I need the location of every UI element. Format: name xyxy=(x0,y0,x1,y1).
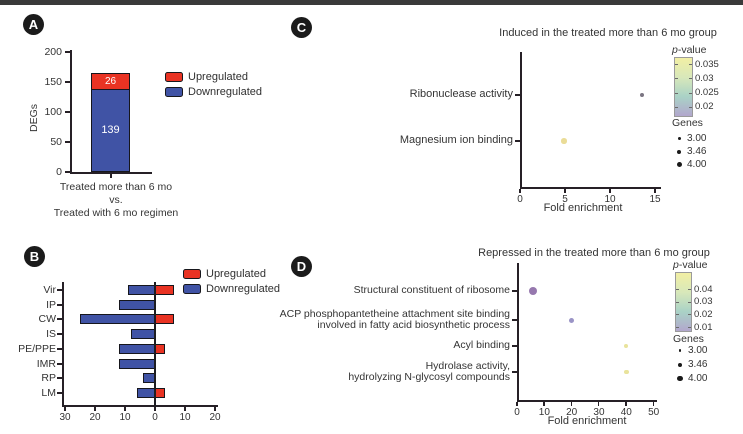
category-tick xyxy=(515,140,520,142)
genes-legend-label: 3.00 xyxy=(687,133,707,144)
legend-item-downregulated xyxy=(183,283,280,295)
category-tick xyxy=(515,94,520,96)
category-label xyxy=(348,361,510,384)
b-x-tick-label: 10 xyxy=(179,412,191,423)
x-tick-label: 10 xyxy=(604,194,616,205)
category-label-line: Acyl binding xyxy=(453,339,510,352)
legend-label: Upregulated xyxy=(206,268,266,280)
a-y-tick-label: 100 xyxy=(44,106,62,118)
b-x-tick xyxy=(154,407,156,411)
category-label-line: Magnesium ion binding xyxy=(399,134,513,147)
b-category-tick xyxy=(57,289,62,291)
a-y-tick-label: 200 xyxy=(44,46,62,58)
pvalue-tick-label: 0.03 xyxy=(695,72,714,84)
b-bar-downregulated xyxy=(80,314,156,324)
genes-legend-dot xyxy=(677,150,681,154)
b-category-label: IS xyxy=(46,328,56,341)
b-category-label: CW xyxy=(38,313,56,326)
genes-legend-dot xyxy=(677,376,683,382)
pvalue-colorbar-tick-right xyxy=(688,302,691,303)
legend-label: Upregulated xyxy=(188,71,248,83)
panel-a-badge: A xyxy=(23,14,44,35)
category-label-line: Structural constituent of ribosome xyxy=(353,284,510,297)
y-axis-line xyxy=(520,52,522,189)
a-y-tick-label: 150 xyxy=(44,76,62,88)
y-axis-line xyxy=(517,263,519,402)
b-category-label: RP xyxy=(41,372,56,385)
panel-d-repressed-dot-plot xyxy=(280,235,743,434)
panel-b-category-bar-chart xyxy=(0,235,280,434)
b-x-tick xyxy=(64,407,66,411)
data-point xyxy=(529,287,537,295)
a-y-axis-title: DEGs xyxy=(28,104,40,133)
c-plot-title: Induced in the treated more than 6 mo group xyxy=(499,27,717,39)
pvalue-colorbar-tick-right xyxy=(689,64,692,65)
x-tick xyxy=(543,402,545,406)
b-x-tick-label: 30 xyxy=(59,412,71,423)
pvalue-colorbar-tick-left xyxy=(675,64,678,65)
x-tick xyxy=(519,189,521,193)
category-label xyxy=(453,340,510,352)
pvalue-colorbar-tick-left xyxy=(676,289,679,290)
pvalue-tick-label: 0.01 xyxy=(694,321,713,333)
x-tick xyxy=(571,402,573,406)
b-x-axis-line xyxy=(62,405,218,407)
legend-swatch xyxy=(165,87,183,97)
category-label xyxy=(410,89,513,101)
a-x-axis-title xyxy=(6,181,226,220)
panel-d-badge: D xyxy=(291,256,312,277)
genes-legend-dot xyxy=(678,363,682,367)
b-category-label: PE/PPE xyxy=(18,342,56,355)
pvalue-tick-label: 0.02 xyxy=(695,101,714,113)
b-bar-downregulated xyxy=(119,300,156,310)
pvalue-colorbar-tick-left xyxy=(676,314,679,315)
panel-b-badge: B xyxy=(24,246,45,267)
category-label-line: involved in fatty acid biosynthetic process xyxy=(317,319,510,331)
b-x-tick-label: 10 xyxy=(119,412,131,423)
genes-legend-dot xyxy=(679,349,682,352)
b-category-label: Vir xyxy=(43,284,56,296)
b-bar-downregulated xyxy=(119,344,156,354)
genes-legend-title: Genes xyxy=(673,333,704,345)
data-point xyxy=(624,344,628,348)
x-tick-label: 30 xyxy=(593,407,605,418)
b-bar-upregulated xyxy=(155,285,174,295)
pvalue-colorbar-tick-left xyxy=(675,93,678,94)
x-tick-label: 5 xyxy=(562,194,568,205)
pvalue-colorbar-tick-left xyxy=(675,107,678,108)
x-tick-label: 15 xyxy=(649,194,661,205)
pvalue-colorbar-tick-left xyxy=(676,302,679,303)
b-category-label: LM xyxy=(41,386,56,399)
b-bar-downregulated xyxy=(119,359,156,369)
category-label xyxy=(354,285,510,297)
legend-swatch xyxy=(165,72,183,82)
pvalue-colorbar-tick-right xyxy=(689,93,692,94)
pvalue-tick-label: 0.03 xyxy=(694,296,713,308)
x-tick-label: 0 xyxy=(517,194,523,205)
b-x-tick xyxy=(124,407,126,411)
legend-swatch xyxy=(183,284,201,294)
legend-swatch xyxy=(183,269,201,279)
pvalue-colorbar-tick-left xyxy=(675,78,678,79)
x-tick xyxy=(609,189,611,193)
data-point xyxy=(624,370,629,375)
x-axis-title: Fold enrichment xyxy=(547,415,627,427)
a-y-tick xyxy=(65,111,70,113)
x-tick-label: 0 xyxy=(514,407,520,418)
pvalue-tick-label: 0.04 xyxy=(694,283,713,295)
category-label-line: Hydrolase activity, xyxy=(425,359,510,372)
b-x-tick xyxy=(94,407,96,411)
genes-legend-label: 3.46 xyxy=(687,146,707,157)
a-y-tick xyxy=(65,81,70,83)
b-bar-downregulated xyxy=(128,285,156,295)
x-tick-label: 40 xyxy=(620,407,632,418)
legend-label: Downregulated xyxy=(206,283,280,295)
b-x-tick xyxy=(214,407,216,411)
a-y-tick xyxy=(65,51,70,53)
b-category-tick xyxy=(57,348,62,350)
a-y-tick xyxy=(65,141,70,143)
data-point xyxy=(640,93,644,97)
b-y-axis-line xyxy=(62,282,64,407)
x-axis-title: Fold enrichment xyxy=(543,202,623,214)
b-category-tick xyxy=(57,304,62,306)
pvalue-legend-title: p-value xyxy=(673,259,708,271)
b-x-tick-label: 20 xyxy=(209,412,221,423)
genes-legend-dot xyxy=(677,162,682,167)
genes-legend-label: 3.46 xyxy=(688,359,708,370)
b-category-tick xyxy=(57,333,62,335)
x-axis-line xyxy=(517,400,657,402)
legend-item-upregulated xyxy=(165,71,248,83)
b-x-tick-label: 0 xyxy=(152,412,158,423)
category-label-line: hydrolyzing N-glycosyl compounds xyxy=(348,371,510,383)
genes-legend-label: 4.00 xyxy=(687,159,707,170)
category-tick xyxy=(512,345,517,347)
category-label-line: Ribonuclease activity xyxy=(409,88,513,101)
a-bar-upregulated-segment: 26 xyxy=(91,73,130,90)
b-bar-downregulated xyxy=(131,329,156,339)
b-x-tick-label: 20 xyxy=(89,412,101,423)
pvalue-colorbar xyxy=(674,57,693,117)
x-tick-label: 20 xyxy=(566,407,578,418)
pvalue-tick-label: 0.025 xyxy=(695,87,719,99)
a-y-tick-label: 0 xyxy=(56,166,62,178)
b-bar-upregulated xyxy=(155,388,165,398)
category-label xyxy=(280,309,510,332)
genes-legend-title: Genes xyxy=(672,117,703,129)
b-category-label: IMR xyxy=(36,357,56,370)
b-category-tick xyxy=(57,318,62,320)
b-x-tick xyxy=(184,407,186,411)
x-tick xyxy=(564,189,566,193)
a-bar-downregulated-segment: 139 xyxy=(91,89,130,172)
panel-a-deg-bar-chart xyxy=(0,0,280,235)
pvalue-colorbar-tick-right xyxy=(688,289,691,290)
x-tick-label: 50 xyxy=(648,407,660,418)
b-category-label: IP xyxy=(46,298,56,311)
b-zero-line xyxy=(154,282,156,407)
a-y-axis-line xyxy=(70,50,72,174)
pvalue-colorbar-tick-right xyxy=(688,327,691,328)
category-tick xyxy=(512,290,517,292)
category-label xyxy=(400,135,513,147)
b-category-tick xyxy=(57,363,62,365)
b-category-tick xyxy=(57,392,62,394)
x-tick xyxy=(625,402,627,406)
data-point xyxy=(569,318,574,323)
legend-item-downregulated xyxy=(165,86,262,98)
genes-legend-dot xyxy=(678,137,681,140)
x-axis-line xyxy=(520,187,661,189)
pvalue-tick-label: 0.035 xyxy=(695,58,719,70)
legend-item-upregulated xyxy=(183,268,266,280)
x-tick-label: 10 xyxy=(538,407,550,418)
data-point xyxy=(561,138,567,144)
pvalue-colorbar-tick-right xyxy=(688,314,691,315)
d-plot-title: Repressed in the treated more than 6 mo group xyxy=(478,247,710,259)
pvalue-tick-label: 0.02 xyxy=(694,308,713,320)
a-x-axis-title-line: Treated with 6 mo regimen xyxy=(53,207,179,219)
b-bar-upregulated xyxy=(155,314,174,324)
panel-c-badge: C xyxy=(291,17,312,38)
pvalue-colorbar-tick-left xyxy=(676,327,679,328)
category-tick xyxy=(512,319,517,321)
a-x-axis-title-line: Treated more than 6 mo xyxy=(59,181,173,193)
x-tick xyxy=(654,189,656,193)
x-tick xyxy=(598,402,600,406)
x-tick xyxy=(653,402,655,406)
pvalue-legend-title: p-value xyxy=(672,44,707,56)
a-bar-center-tick xyxy=(110,174,112,178)
a-x-axis-title-line: vs. xyxy=(109,194,123,206)
a-y-tick xyxy=(65,171,70,173)
category-label-line: ACP phosphopantetheine attachment site binding xyxy=(279,307,510,320)
b-category-tick xyxy=(57,377,62,379)
x-tick xyxy=(516,402,518,406)
a-y-tick-label: 50 xyxy=(50,136,62,148)
pvalue-colorbar-tick-right xyxy=(689,78,692,79)
legend-label: Downregulated xyxy=(188,86,262,98)
panel-c-induced-dot-plot xyxy=(280,0,743,235)
genes-legend-label: 4.00 xyxy=(688,373,708,384)
pvalue-colorbar-tick-right xyxy=(689,107,692,108)
genes-legend-label: 3.00 xyxy=(688,345,708,356)
b-bar-upregulated xyxy=(155,344,165,354)
category-tick xyxy=(512,371,517,373)
